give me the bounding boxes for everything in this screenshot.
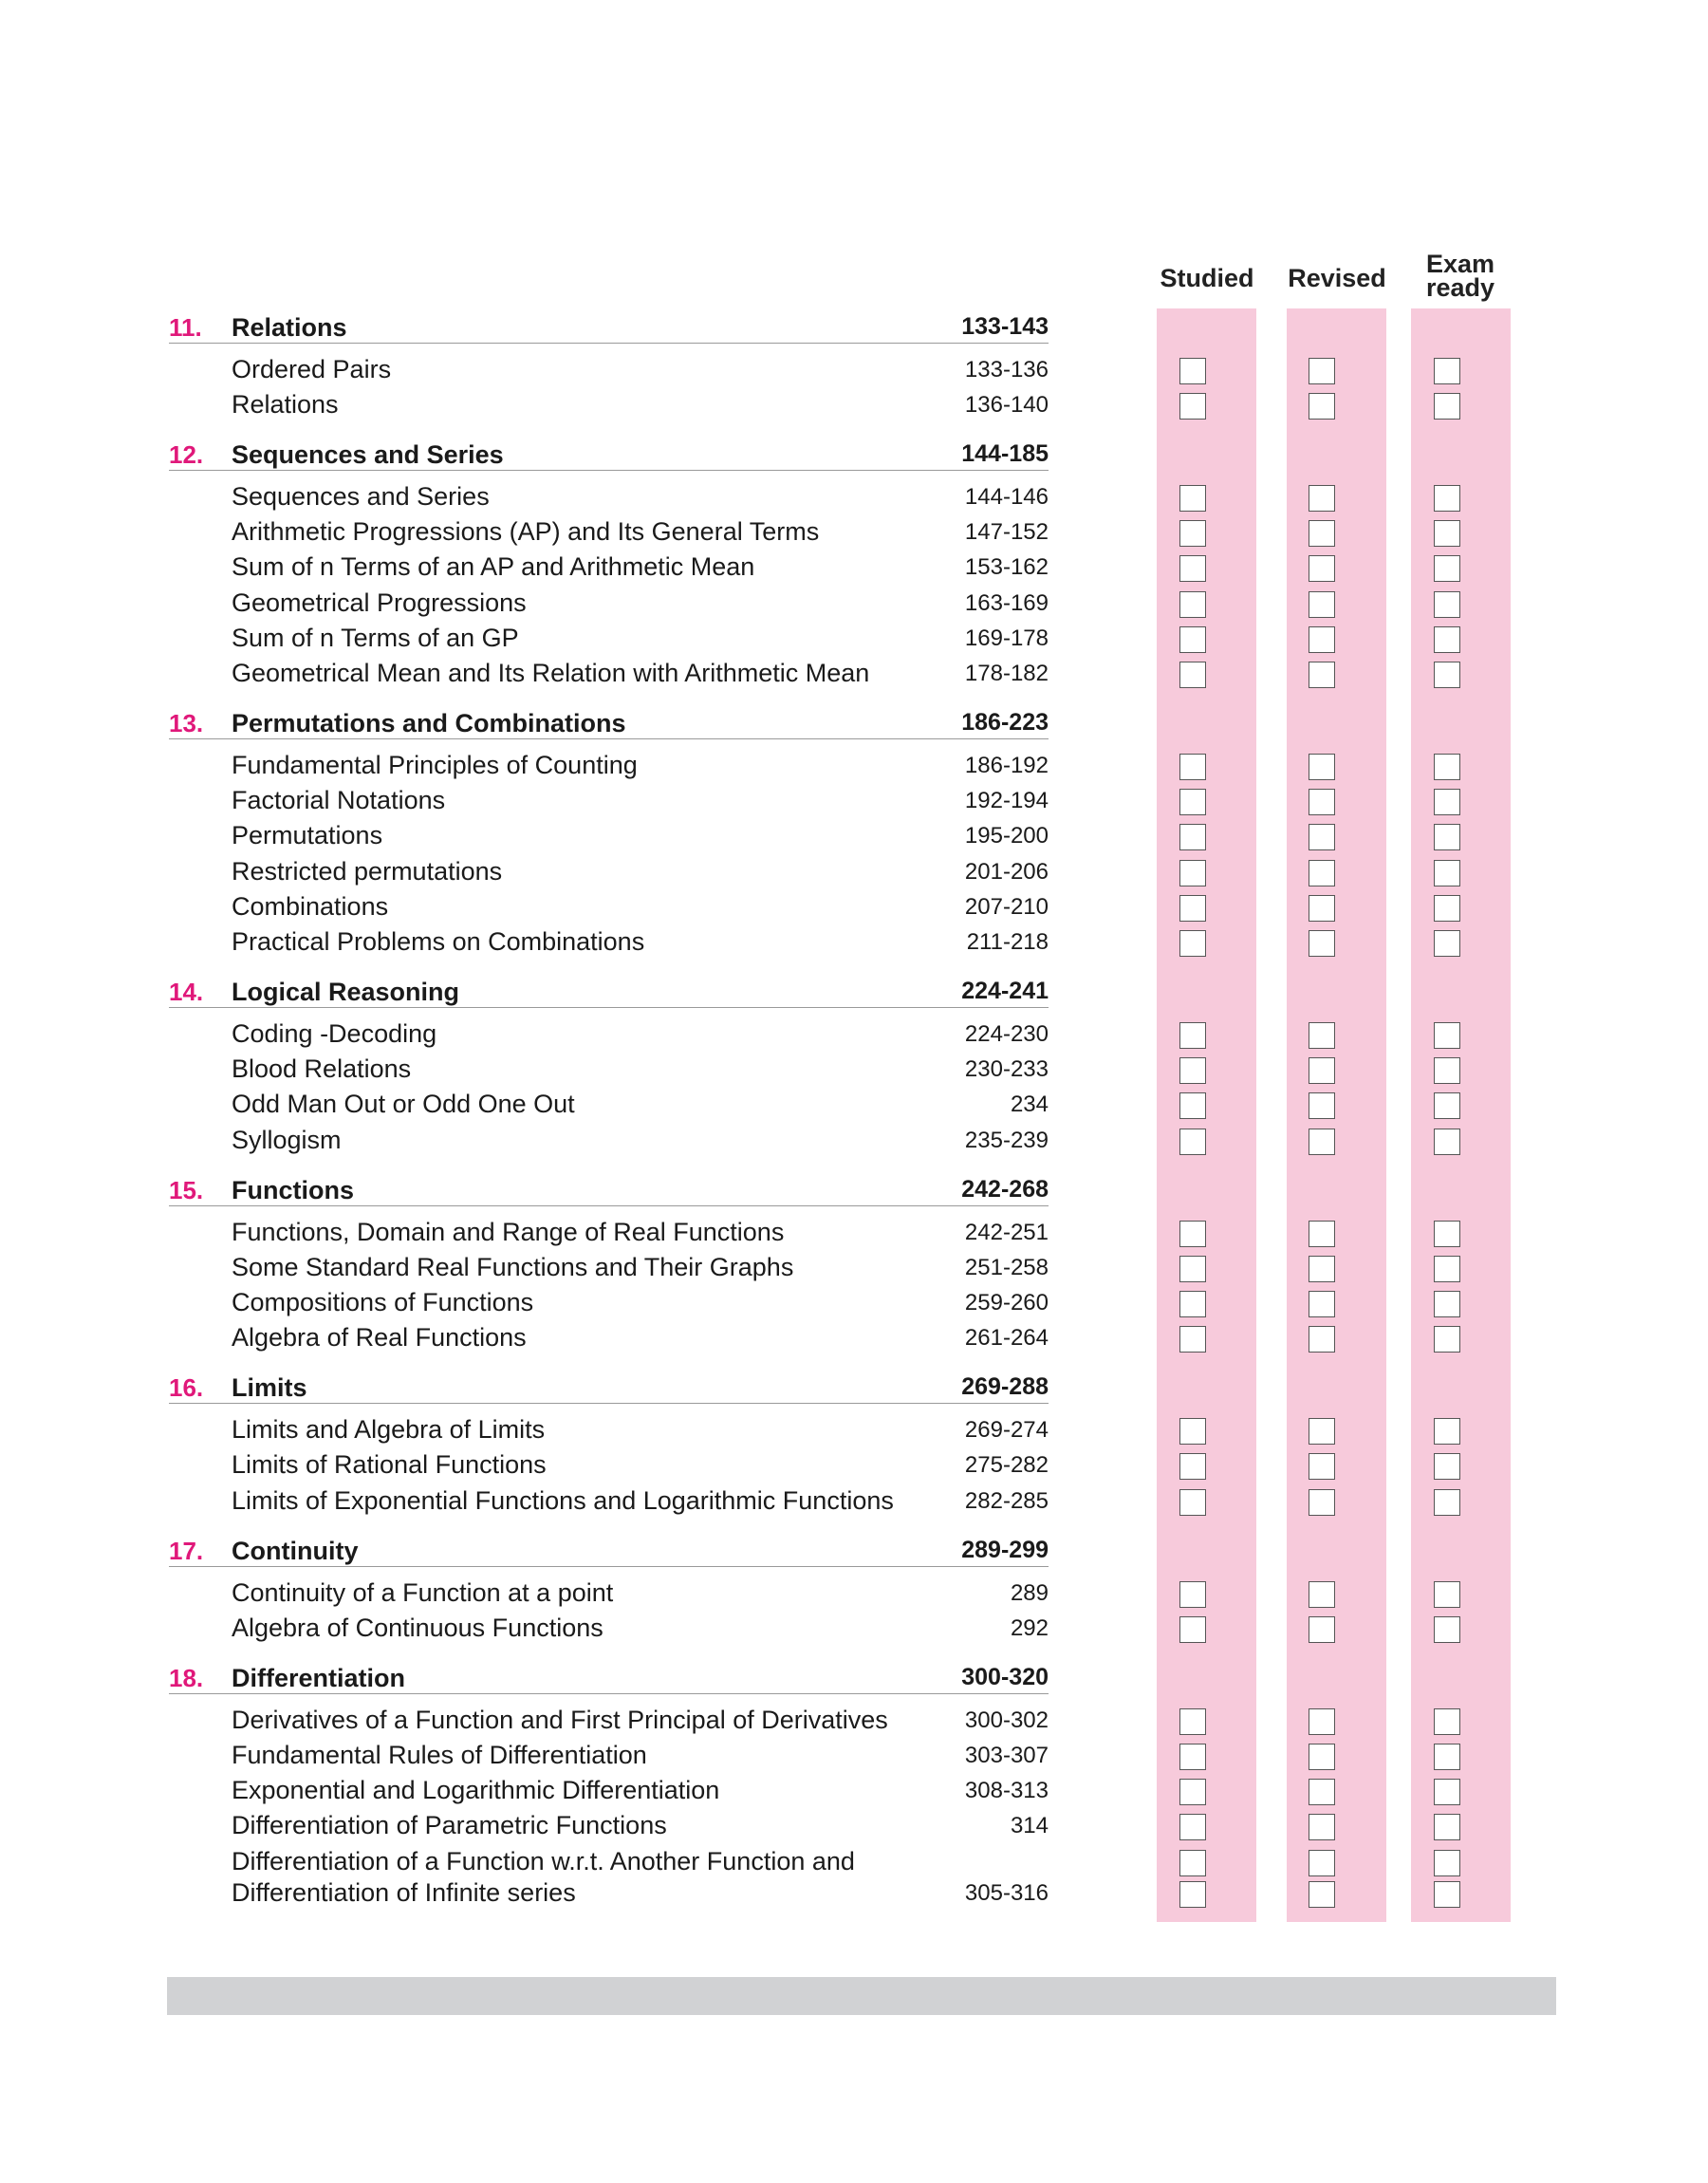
topic-pages: 292 [1010, 1614, 1049, 1641]
topic-label: Differentiation of a Function w.r.t. Another Function and [232, 1846, 855, 1875]
topic-pages: 224-230 [964, 1021, 1049, 1047]
topic-pages: 163-169 [964, 589, 1049, 616]
section-number: 14. [169, 978, 204, 1007]
topic-label: Sequences and Series [232, 482, 490, 511]
revised-checkbox[interactable] [1309, 1022, 1335, 1049]
topic-pages: 133-136 [964, 356, 1049, 382]
topic-label: Geometrical Mean and Its Relation with Arithmetic Mean [232, 659, 870, 687]
section-number: 18. [169, 1664, 204, 1692]
exam-ready-checkbox[interactable] [1434, 520, 1460, 547]
exam-ready-checkbox[interactable] [1434, 930, 1460, 957]
exam-ready-checkbox[interactable] [1434, 1129, 1460, 1155]
topic-pages: 300-302 [964, 1707, 1049, 1733]
revised-checkbox[interactable] [1309, 1489, 1335, 1516]
studied-checkbox[interactable] [1179, 393, 1206, 420]
topic-label: Arithmetic Progressions (AP) and Its General Terms [232, 517, 820, 547]
topic-pages: 201-206 [964, 858, 1049, 885]
section-number: 17. [169, 1536, 204, 1565]
topic-pages: 230-233 [964, 1056, 1049, 1083]
topic-pages: 235-239 [964, 1127, 1049, 1153]
topic-pages: 136-140 [964, 392, 1049, 418]
topic-pages: 282-285 [964, 1487, 1049, 1514]
topic-label: Some Standard Real Functions and Their Graphs [232, 1252, 794, 1281]
topic-pages: 275-282 [964, 1452, 1049, 1479]
topic-label: Compositions of Functions [232, 1288, 534, 1316]
section-divider [169, 343, 1049, 344]
studied-checkbox[interactable] [1179, 520, 1206, 547]
topic-pages: 289 [1010, 1579, 1049, 1606]
section-title: Permutations and Combinations [232, 709, 626, 738]
revised-checkbox[interactable] [1309, 1057, 1335, 1084]
exam-ready-checkbox[interactable] [1434, 1221, 1460, 1247]
exam-ready-checkbox[interactable] [1434, 1850, 1460, 1876]
section-number: 12. [169, 440, 204, 470]
studied-checkbox[interactable] [1179, 754, 1206, 780]
studied-checkbox[interactable] [1179, 358, 1206, 384]
topic-label: Coding -Decoding [232, 1019, 437, 1048]
revised-checkbox[interactable] [1309, 485, 1335, 512]
section-pages: 224-241 [961, 978, 1049, 1005]
exam-ready-checkbox[interactable] [1434, 591, 1460, 618]
topic-pages: 207-210 [964, 893, 1049, 920]
topic-pages: 251-258 [964, 1254, 1049, 1280]
studied-checkbox[interactable] [1179, 555, 1206, 582]
revised-checkbox[interactable] [1309, 1581, 1335, 1608]
studied-checkbox[interactable] [1179, 824, 1206, 850]
studied-checkbox[interactable] [1179, 591, 1206, 618]
revised-checkbox[interactable] [1309, 1418, 1335, 1445]
studied-checkbox[interactable] [1179, 930, 1206, 957]
topic-pages: 153-162 [964, 554, 1049, 581]
studied-checkbox[interactable] [1179, 1291, 1206, 1317]
exam-ready-checkbox[interactable] [1434, 1022, 1460, 1049]
studied-checkbox[interactable] [1179, 1616, 1206, 1643]
section-divider [169, 470, 1049, 471]
topic-label: Functions, Domain and Range of Real Functions [232, 1217, 785, 1246]
revised-checkbox[interactable] [1309, 358, 1335, 384]
section-title: Limits [232, 1373, 307, 1403]
studied-checkbox[interactable] [1179, 1092, 1206, 1119]
exam-ready-checkbox[interactable] [1434, 358, 1460, 384]
revised-checkbox[interactable] [1309, 662, 1335, 688]
section-divider [169, 1403, 1049, 1404]
studied-checkbox[interactable] [1179, 1256, 1206, 1282]
exam-ready-checkbox[interactable] [1434, 824, 1460, 850]
studied-checkbox[interactable] [1179, 1221, 1206, 1247]
revised-checkbox[interactable] [1309, 1744, 1335, 1770]
revised-checkbox[interactable] [1309, 1814, 1335, 1840]
studied-column-header: Studied [1160, 264, 1254, 292]
exam-ready-checkbox[interactable] [1434, 1291, 1460, 1317]
revised-checkbox[interactable] [1309, 555, 1335, 582]
section-divider [169, 1007, 1049, 1008]
revised-checkbox[interactable] [1309, 1881, 1335, 1908]
revised-checkbox[interactable] [1309, 789, 1335, 815]
exam-ready-checkbox[interactable] [1434, 860, 1460, 886]
section-divider [169, 1205, 1049, 1206]
topic-pages: 259-260 [964, 1290, 1049, 1315]
section-title: Continuity [232, 1536, 359, 1565]
topic-pages: 147-152 [964, 519, 1049, 546]
section-number: 13. [169, 709, 204, 738]
section-divider [169, 1693, 1049, 1694]
revised-checkbox[interactable] [1309, 1708, 1335, 1735]
topic-label: Limits of Exponential Functions and Logarithmic Functions [232, 1485, 894, 1515]
topic-label: Differentiation of Parametric Functions [232, 1811, 667, 1840]
topic-label: Restricted permutations [232, 856, 503, 886]
studied-checkbox[interactable] [1179, 1581, 1206, 1608]
exam-ready-checkbox[interactable] [1434, 1092, 1460, 1119]
exam-ready-checkbox[interactable] [1434, 1256, 1460, 1282]
revised-checkbox[interactable] [1309, 520, 1335, 547]
exam-ready-checkbox[interactable] [1434, 662, 1460, 688]
exam-ready-checkbox[interactable] [1434, 626, 1460, 653]
section-number: 11. [169, 313, 202, 342]
topic-label: Geometrical Progressions [232, 588, 527, 617]
revised-column-header: Revised [1288, 264, 1386, 292]
exam-ready-checkbox[interactable] [1434, 789, 1460, 815]
studied-checkbox[interactable] [1179, 1326, 1206, 1353]
topic-label: Permutations [232, 821, 383, 850]
topic-label: Algebra of Real Functions [232, 1323, 527, 1353]
revised-checkbox[interactable] [1309, 1291, 1335, 1317]
exam-ready-checkbox[interactable] [1434, 1779, 1460, 1805]
topic-label: Fundamental Principles of Counting [232, 751, 638, 779]
revised-checkbox[interactable] [1309, 1850, 1335, 1876]
revised-checkbox[interactable] [1309, 626, 1335, 653]
topic-label: Odd Man Out or Odd One Out [232, 1090, 575, 1119]
topic-label: Blood Relations [232, 1054, 412, 1084]
exam-ready-checkbox[interactable] [1434, 754, 1460, 780]
topic-label: Differentiation of Infinite series [232, 1877, 576, 1907]
studied-checkbox[interactable] [1179, 1489, 1206, 1516]
topic-label: Algebra of Continuous Functions [232, 1613, 603, 1642]
topic-pages: 192-194 [964, 788, 1049, 814]
section-number: 15. [169, 1175, 204, 1204]
studied-checkbox[interactable] [1179, 662, 1206, 688]
studied-checkbox[interactable] [1179, 626, 1206, 653]
topic-pages: 305-316 [964, 1879, 1049, 1906]
section-title: Functions [232, 1175, 354, 1204]
exam-ready-checkbox[interactable] [1434, 1814, 1460, 1840]
revised-checkbox[interactable] [1309, 591, 1335, 618]
topic-label: Limits of Rational Functions [232, 1450, 547, 1480]
topic-label: Limits and Algebra of Limits [232, 1415, 546, 1445]
section-title: Differentiation [232, 1664, 406, 1692]
exam-ready-checkbox[interactable] [1434, 1581, 1460, 1608]
section-pages: 144-185 [961, 440, 1049, 468]
revised-checkbox[interactable] [1309, 1092, 1335, 1119]
topic-label: Sum of n Terms of an GP [232, 623, 519, 652]
topic-label: Relations [232, 390, 339, 419]
topic-pages: 261-264 [964, 1325, 1049, 1352]
exam-ready-checkbox[interactable] [1434, 393, 1460, 420]
section-pages: 269-288 [961, 1373, 1049, 1401]
topic-pages: 303-307 [964, 1743, 1049, 1768]
topic-label: Ordered Pairs [232, 354, 392, 383]
revised-checkbox[interactable] [1309, 1256, 1335, 1282]
exam-ready-checkbox[interactable] [1434, 1489, 1460, 1516]
studied-checkbox[interactable] [1179, 1418, 1206, 1445]
section-pages: 242-268 [961, 1175, 1049, 1203]
revised-checkbox[interactable] [1309, 1221, 1335, 1247]
revised-checkbox[interactable] [1309, 1453, 1335, 1480]
revised-checkbox[interactable] [1309, 1129, 1335, 1155]
topic-pages: 178-182 [964, 661, 1049, 686]
exam-ready-checkbox[interactable] [1434, 1708, 1460, 1735]
revised-checkbox[interactable] [1309, 895, 1335, 922]
section-divider [169, 1566, 1049, 1567]
topic-pages: 211-218 [966, 929, 1049, 955]
exam-ready-checkbox[interactable] [1434, 1326, 1460, 1353]
topic-label: Practical Problems on Combinations [232, 927, 645, 956]
section-pages: 300-320 [961, 1664, 1049, 1690]
exam-ready-checkbox[interactable] [1434, 1418, 1460, 1445]
studied-checkbox[interactable] [1179, 895, 1206, 922]
revised-checkbox[interactable] [1309, 1326, 1335, 1353]
revised-checkbox[interactable] [1309, 930, 1335, 957]
footer-bar [167, 1977, 1556, 2015]
topic-pages: 314 [1010, 1813, 1049, 1839]
exam-ready-checkbox[interactable] [1434, 1057, 1460, 1084]
section-pages: 133-143 [961, 313, 1049, 340]
exam-ready-checkbox[interactable] [1434, 1744, 1460, 1770]
topic-pages: 242-251 [964, 1219, 1049, 1245]
topic-label: Sum of n Terms of an AP and Arithmetic Mean [232, 552, 755, 582]
studied-checkbox[interactable] [1179, 1881, 1206, 1908]
exam-ready-checkbox[interactable] [1434, 1881, 1460, 1908]
revised-checkbox[interactable] [1309, 824, 1335, 850]
studied-checkbox[interactable] [1179, 1453, 1206, 1480]
studied-checkbox[interactable] [1179, 1814, 1206, 1840]
topic-pages: 195-200 [964, 823, 1049, 849]
studied-checkbox[interactable] [1179, 860, 1206, 886]
section-title: Relations [232, 313, 347, 342]
section-title: Logical Reasoning [232, 978, 460, 1007]
exam-ready-column-header: Exam ready [1425, 250, 1495, 302]
topic-pages: 144-146 [964, 484, 1049, 510]
studied-checkbox[interactable] [1179, 1022, 1206, 1049]
studied-checkbox[interactable] [1179, 1850, 1206, 1876]
topic-label: Factorial Notations [232, 786, 446, 815]
studied-checkbox[interactable] [1179, 1744, 1206, 1770]
exam-ready-checkbox[interactable] [1434, 895, 1460, 922]
topic-label: Exponential and Logarithmic Differentiation [232, 1776, 720, 1805]
topic-label: Continuity of a Function at a point [232, 1577, 614, 1607]
topic-label: Derivatives of a Function and First Principal of Derivatives [232, 1705, 888, 1734]
studied-checkbox[interactable] [1179, 1057, 1206, 1084]
revised-checkbox[interactable] [1309, 1616, 1335, 1643]
studied-checkbox[interactable] [1179, 1708, 1206, 1735]
topic-label: Fundamental Rules of Differentiation [232, 1741, 647, 1769]
topic-pages: 234 [1010, 1092, 1049, 1118]
topic-pages: 308-313 [964, 1778, 1049, 1804]
topic-label: Combinations [232, 891, 389, 921]
section-pages: 186-223 [961, 709, 1049, 737]
studied-checkbox[interactable] [1179, 1779, 1206, 1805]
topic-pages: 169-178 [964, 625, 1049, 651]
revised-checkbox[interactable] [1309, 754, 1335, 780]
studied-checkbox[interactable] [1179, 1129, 1206, 1155]
exam-ready-checkbox[interactable] [1434, 555, 1460, 582]
exam-ready-checkbox[interactable] [1434, 485, 1460, 512]
topic-label: Syllogism [232, 1125, 342, 1154]
topic-pages: 186-192 [964, 753, 1049, 778]
exam-ready-checkbox[interactable] [1434, 1453, 1460, 1480]
exam-ready-checkbox[interactable] [1434, 1616, 1460, 1643]
studied-checkbox[interactable] [1179, 789, 1206, 815]
section-divider [169, 738, 1049, 739]
section-pages: 289-299 [961, 1536, 1049, 1563]
revised-checkbox[interactable] [1309, 1779, 1335, 1805]
revised-checkbox[interactable] [1309, 393, 1335, 420]
revised-checkbox[interactable] [1309, 860, 1335, 886]
section-number: 16. [169, 1373, 204, 1403]
studied-checkbox[interactable] [1179, 485, 1206, 512]
section-title: Sequences and Series [232, 440, 504, 470]
topic-pages: 269-274 [964, 1417, 1049, 1444]
